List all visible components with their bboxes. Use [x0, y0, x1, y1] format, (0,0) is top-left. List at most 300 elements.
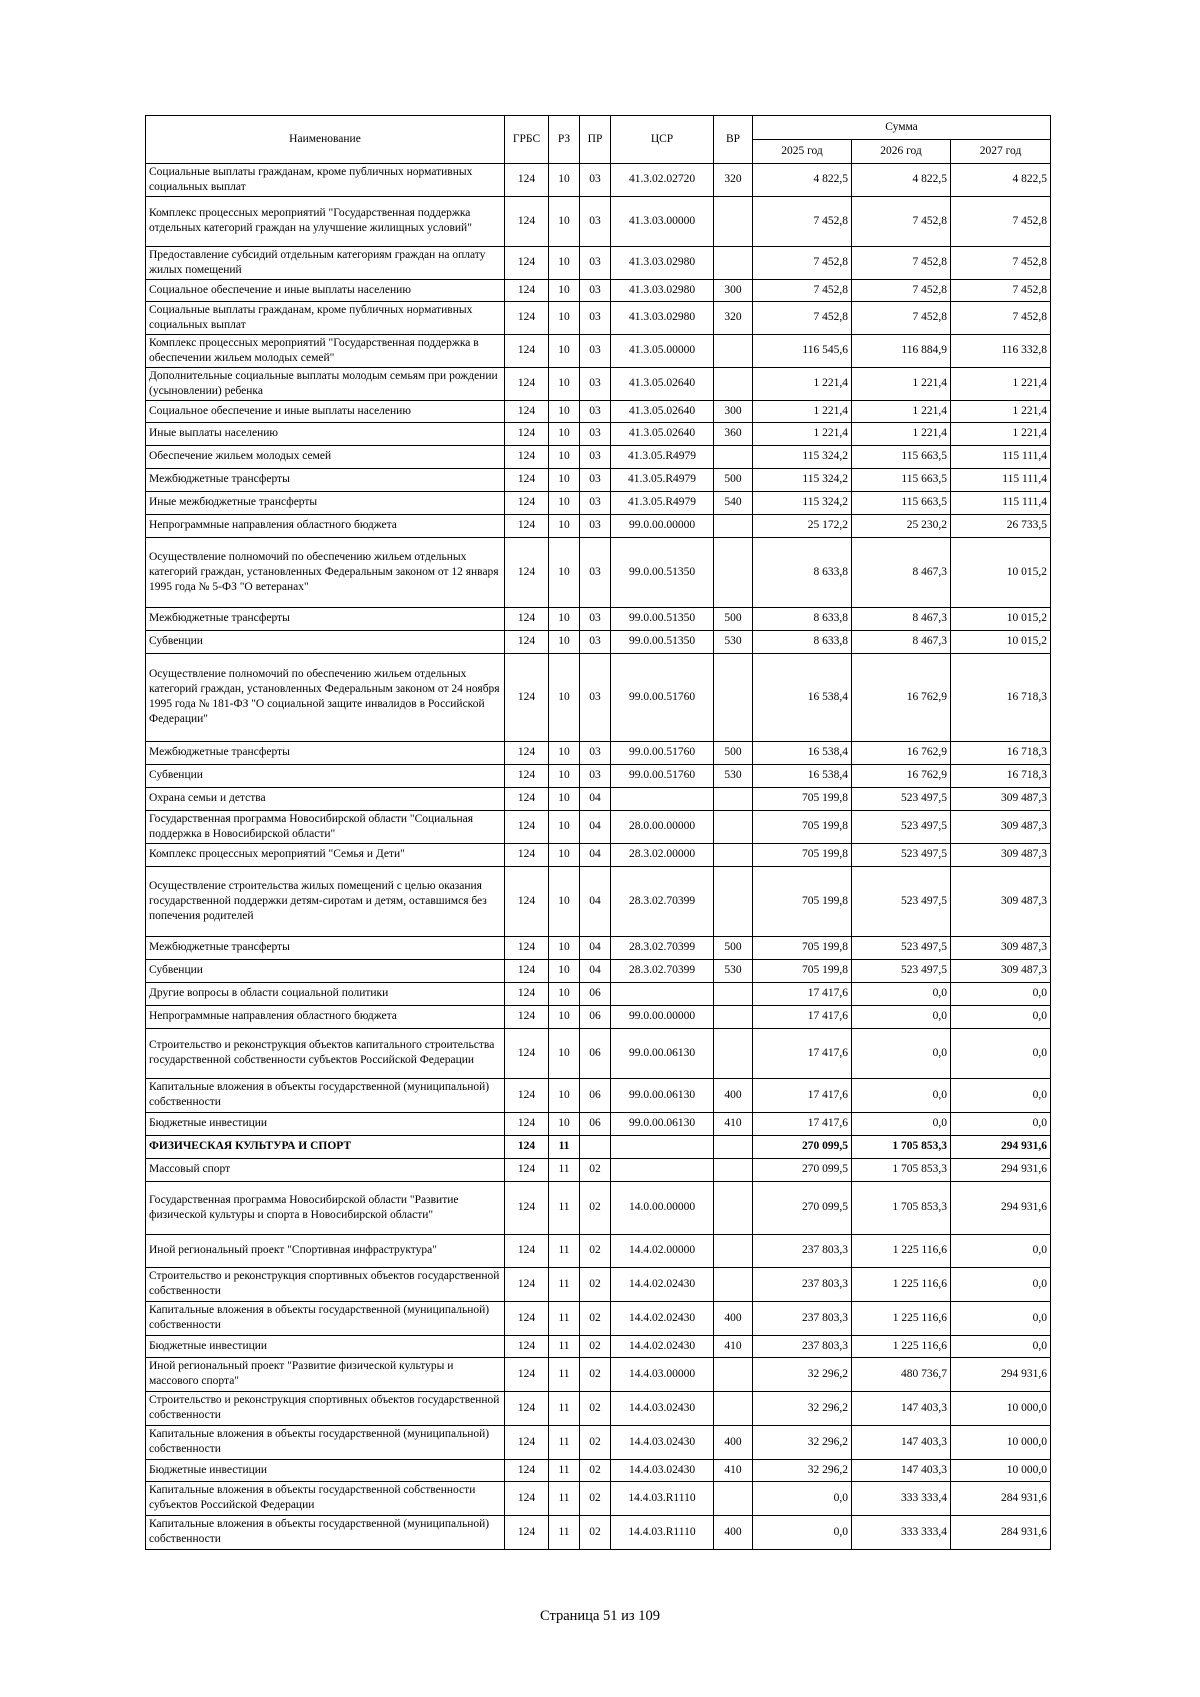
cell-vr	[714, 1391, 753, 1425]
cell-pr: 04	[580, 843, 611, 866]
cell-vr	[714, 1181, 753, 1234]
cell-rz: 10	[549, 1028, 580, 1078]
cell-name: Капитальные вложения в объекты государственной (муниципальной) собственности	[146, 1301, 505, 1335]
cell-sum-2027: 7 452,8	[951, 246, 1051, 279]
cell-sum-2027: 115 111,4	[951, 445, 1051, 468]
table-row	[146, 1425, 1051, 1459]
cell-sum-2025: 237 803,3	[753, 1335, 852, 1357]
cell-vr	[714, 653, 753, 741]
table-row	[146, 514, 1051, 537]
cell-csr: 99.0.00.06130	[611, 1078, 714, 1112]
table-row	[146, 334, 1051, 367]
cell-rz: 10	[549, 1078, 580, 1112]
cell-csr: 41.3.03.00000	[611, 196, 714, 246]
cell-rz: 11	[549, 1301, 580, 1335]
table-row	[146, 1301, 1051, 1335]
cell-rz: 10	[549, 301, 580, 334]
table-row	[146, 1481, 1051, 1515]
cell-csr: 28.3.02.70399	[611, 959, 714, 982]
cell-rz: 11	[549, 1158, 580, 1181]
cell-pr: 03	[580, 653, 611, 741]
cell-grbs: 124	[505, 787, 549, 810]
cell-name: Предоставление субсидий отдельным категориям граждан на оплату жилых помещений	[146, 246, 505, 279]
table-row	[146, 959, 1051, 982]
cell-csr: 41.3.05.00000	[611, 334, 714, 367]
cell-sum-2026: 0,0	[852, 982, 951, 1005]
cell-sum-2027: 10 000,0	[951, 1391, 1051, 1425]
cell-name: Межбюджетные трансферты	[146, 468, 505, 491]
cell-pr: 03	[580, 334, 611, 367]
cell-pr: 03	[580, 491, 611, 514]
cell-sum-2026: 115 663,5	[852, 468, 951, 491]
cell-csr: 99.0.00.51350	[611, 630, 714, 653]
cell-grbs: 124	[505, 843, 549, 866]
cell-sum-2025: 1 221,4	[753, 422, 852, 445]
cell-sum-2026: 7 452,8	[852, 246, 951, 279]
cell-sum-2026: 8 467,3	[852, 630, 951, 653]
cell-vr	[714, 445, 753, 468]
cell-sum-2027: 10 000,0	[951, 1459, 1051, 1481]
cell-vr	[714, 866, 753, 936]
cell-vr	[714, 514, 753, 537]
cell-grbs: 124	[505, 445, 549, 468]
cell-sum-2027: 309 487,3	[951, 866, 1051, 936]
cell-sum-2027: 284 931,6	[951, 1515, 1051, 1549]
cell-vr: 400	[714, 1425, 753, 1459]
cell-grbs: 124	[505, 1078, 549, 1112]
cell-name: Бюджетные инвестиции	[146, 1459, 505, 1481]
cell-vr: 410	[714, 1335, 753, 1357]
cell-sum-2027: 7 452,8	[951, 196, 1051, 246]
table-row	[146, 653, 1051, 741]
cell-sum-2025: 17 417,6	[753, 982, 852, 1005]
cell-rz: 10	[549, 764, 580, 787]
table-row	[146, 936, 1051, 959]
cell-sum-2025: 16 538,4	[753, 764, 852, 787]
cell-pr: 06	[580, 1112, 611, 1135]
table-row	[146, 279, 1051, 301]
cell-sum-2026: 0,0	[852, 1078, 951, 1112]
cell-csr: 14.4.03.R1110	[611, 1481, 714, 1515]
cell-rz: 11	[549, 1515, 580, 1549]
col-header-rz: РЗ	[549, 116, 580, 164]
cell-grbs: 124	[505, 1301, 549, 1335]
cell-sum-2026: 7 452,8	[852, 196, 951, 246]
cell-pr: 03	[580, 468, 611, 491]
cell-sum-2026: 147 403,3	[852, 1425, 951, 1459]
cell-sum-2026: 8 467,3	[852, 607, 951, 630]
cell-sum-2027: 116 332,8	[951, 334, 1051, 367]
cell-rz: 10	[549, 607, 580, 630]
cell-name: Социальное обеспечение и иные выплаты населению	[146, 400, 505, 422]
table-row	[146, 1335, 1051, 1357]
cell-rz: 11	[549, 1459, 580, 1481]
cell-pr: 02	[580, 1158, 611, 1181]
cell-sum-2025: 237 803,3	[753, 1267, 852, 1301]
cell-csr: 41.3.05.R4979	[611, 468, 714, 491]
cell-grbs: 124	[505, 1425, 549, 1459]
cell-rz: 10	[549, 246, 580, 279]
cell-pr: 02	[580, 1357, 611, 1391]
cell-sum-2025: 116 545,6	[753, 334, 852, 367]
cell-csr: 41.3.03.02980	[611, 279, 714, 301]
cell-sum-2026: 480 736,7	[852, 1357, 951, 1391]
cell-csr: 14.0.00.00000	[611, 1181, 714, 1234]
table-body	[146, 164, 1051, 1550]
cell-sum-2025: 16 538,4	[753, 741, 852, 764]
cell-sum-2026: 25 230,2	[852, 514, 951, 537]
cell-sum-2025: 7 452,8	[753, 246, 852, 279]
cell-csr: 99.0.00.06130	[611, 1028, 714, 1078]
cell-sum-2027: 1 221,4	[951, 367, 1051, 400]
cell-sum-2025: 705 199,8	[753, 787, 852, 810]
cell-name: Капитальные вложения в объекты государственной (муниципальной) собственности	[146, 1515, 505, 1549]
cell-rz: 10	[549, 936, 580, 959]
cell-csr: 41.3.02.02720	[611, 164, 714, 197]
cell-name: Строительство и реконструкция объектов капитального строительства государственной собственности субъектов Российской Федерации	[146, 1028, 505, 1078]
cell-vr	[714, 1357, 753, 1391]
table-row	[146, 196, 1051, 246]
cell-sum-2026: 147 403,3	[852, 1459, 951, 1481]
cell-rz: 10	[549, 982, 580, 1005]
cell-vr	[714, 1158, 753, 1181]
cell-sum-2025: 237 803,3	[753, 1234, 852, 1267]
cell-csr: 99.0.00.51760	[611, 741, 714, 764]
cell-rz: 10	[549, 445, 580, 468]
cell-vr: 400	[714, 1515, 753, 1549]
table-row	[146, 246, 1051, 279]
cell-sum-2025: 705 199,8	[753, 959, 852, 982]
cell-pr: 04	[580, 936, 611, 959]
cell-pr: 03	[580, 422, 611, 445]
cell-sum-2026: 4 822,5	[852, 164, 951, 197]
col-header-csr: ЦСР	[611, 116, 714, 164]
cell-grbs: 124	[505, 367, 549, 400]
cell-grbs: 124	[505, 164, 549, 197]
cell-vr	[714, 1234, 753, 1267]
cell-csr: 99.0.00.00000	[611, 514, 714, 537]
cell-sum-2027: 0,0	[951, 1234, 1051, 1267]
cell-sum-2027: 309 487,3	[951, 787, 1051, 810]
cell-vr: 540	[714, 491, 753, 514]
table-row	[146, 1391, 1051, 1425]
table-row	[146, 1005, 1051, 1028]
cell-rz: 10	[549, 164, 580, 197]
cell-sum-2027: 4 822,5	[951, 164, 1051, 197]
cell-grbs: 124	[505, 866, 549, 936]
cell-pr: 02	[580, 1459, 611, 1481]
cell-sum-2026: 333 333,4	[852, 1515, 951, 1549]
cell-rz: 10	[549, 866, 580, 936]
cell-rz: 11	[549, 1335, 580, 1357]
cell-pr	[580, 1135, 611, 1158]
cell-pr: 02	[580, 1234, 611, 1267]
cell-vr	[714, 334, 753, 367]
cell-pr: 02	[580, 1335, 611, 1357]
cell-sum-2025: 7 452,8	[753, 301, 852, 334]
cell-vr: 500	[714, 741, 753, 764]
cell-sum-2026: 1 225 116,6	[852, 1234, 951, 1267]
cell-grbs: 124	[505, 491, 549, 514]
cell-name: Межбюджетные трансферты	[146, 607, 505, 630]
cell-sum-2026: 1 221,4	[852, 400, 951, 422]
cell-name: Социальные выплаты гражданам, кроме публичных нормативных социальных выплат	[146, 164, 505, 197]
cell-name: Комплекс процессных мероприятий "Государственная поддержка в обеспечении жильем молодых семей"	[146, 334, 505, 367]
cell-grbs: 124	[505, 959, 549, 982]
cell-rz: 10	[549, 514, 580, 537]
cell-sum-2026: 523 497,5	[852, 866, 951, 936]
cell-sum-2026: 1 221,4	[852, 422, 951, 445]
cell-rz: 10	[549, 491, 580, 514]
table-row	[146, 1135, 1051, 1158]
cell-rz: 10	[549, 843, 580, 866]
cell-sum-2026: 7 452,8	[852, 279, 951, 301]
cell-grbs: 124	[505, 1267, 549, 1301]
cell-rz: 10	[549, 959, 580, 982]
cell-name: Капитальные вложения в объекты государственной (муниципальной) собственности	[146, 1078, 505, 1112]
cell-sum-2027: 309 487,3	[951, 843, 1051, 866]
cell-name: Строительство и реконструкция спортивных объектов государственной собственности	[146, 1267, 505, 1301]
table-row	[146, 422, 1051, 445]
cell-sum-2025: 115 324,2	[753, 491, 852, 514]
cell-vr: 500	[714, 607, 753, 630]
cell-csr: 28.3.02.70399	[611, 936, 714, 959]
cell-sum-2027: 309 487,3	[951, 959, 1051, 982]
cell-vr	[714, 1028, 753, 1078]
cell-rz: 10	[549, 630, 580, 653]
cell-sum-2027: 10 015,2	[951, 537, 1051, 607]
cell-pr: 03	[580, 445, 611, 468]
table-row	[146, 866, 1051, 936]
page-number: Страница 51 из 109	[539, 1608, 660, 1624]
table-row	[146, 1078, 1051, 1112]
cell-name: Межбюджетные трансферты	[146, 936, 505, 959]
table-row	[146, 982, 1051, 1005]
cell-pr: 03	[580, 607, 611, 630]
cell-csr: 99.0.00.06130	[611, 1112, 714, 1135]
cell-sum-2027: 16 718,3	[951, 653, 1051, 741]
cell-sum-2026: 523 497,5	[852, 843, 951, 866]
cell-pr: 04	[580, 866, 611, 936]
cell-rz: 10	[549, 1005, 580, 1028]
cell-name: Комплекс процессных мероприятий "Семья и Дети"	[146, 843, 505, 866]
cell-name: Массовый спорт	[146, 1158, 505, 1181]
cell-vr	[714, 1005, 753, 1028]
cell-grbs: 124	[505, 468, 549, 491]
cell-sum-2025: 270 099,5	[753, 1181, 852, 1234]
cell-sum-2025: 705 199,8	[753, 936, 852, 959]
table-row	[146, 301, 1051, 334]
table-row	[146, 1234, 1051, 1267]
table-row	[146, 400, 1051, 422]
cell-name: Непрограммные направления областного бюджета	[146, 514, 505, 537]
cell-rz: 11	[549, 1135, 580, 1158]
cell-sum-2027: 294 931,6	[951, 1135, 1051, 1158]
cell-sum-2026: 523 497,5	[852, 959, 951, 982]
cell-sum-2027: 0,0	[951, 1078, 1051, 1112]
cell-name: Дополнительные социальные выплаты молодым семьям при рождении (усыновлении) ребенка	[146, 367, 505, 400]
cell-pr: 03	[580, 196, 611, 246]
col-header-name: Наименование	[146, 116, 505, 164]
cell-sum-2026: 333 333,4	[852, 1481, 951, 1515]
cell-rz: 11	[549, 1181, 580, 1234]
cell-sum-2027: 16 718,3	[951, 741, 1051, 764]
cell-csr: 41.3.03.02980	[611, 301, 714, 334]
cell-sum-2027: 10 015,2	[951, 630, 1051, 653]
cell-sum-2026: 8 467,3	[852, 537, 951, 607]
cell-csr: 14.4.02.02430	[611, 1267, 714, 1301]
cell-sum-2025: 270 099,5	[753, 1135, 852, 1158]
cell-name: Капитальные вложения в объекты государственной собственности субъектов Российской Федерации	[146, 1481, 505, 1515]
cell-csr	[611, 787, 714, 810]
cell-rz: 10	[549, 810, 580, 843]
table-row	[146, 810, 1051, 843]
cell-sum-2027: 0,0	[951, 1301, 1051, 1335]
cell-pr: 06	[580, 1078, 611, 1112]
table-row	[146, 445, 1051, 468]
cell-sum-2025: 7 452,8	[753, 196, 852, 246]
cell-vr: 410	[714, 1112, 753, 1135]
cell-csr: 99.0.00.00000	[611, 1005, 714, 1028]
cell-name: Непрограммные направления областного бюджета	[146, 1005, 505, 1028]
cell-csr: 41.3.05.02640	[611, 367, 714, 400]
cell-sum-2026: 0,0	[852, 1028, 951, 1078]
cell-grbs: 124	[505, 1234, 549, 1267]
cell-sum-2025: 32 296,2	[753, 1425, 852, 1459]
cell-name: Социальные выплаты гражданам, кроме публичных нормативных социальных выплат	[146, 301, 505, 334]
cell-sum-2026: 1 225 116,6	[852, 1301, 951, 1335]
cell-vr: 300	[714, 279, 753, 301]
cell-vr	[714, 982, 753, 1005]
cell-name: Другие вопросы в области социальной политики	[146, 982, 505, 1005]
cell-rz: 11	[549, 1357, 580, 1391]
cell-name: Обеспечение жильем молодых семей	[146, 445, 505, 468]
cell-rz: 10	[549, 400, 580, 422]
cell-sum-2027: 26 733,5	[951, 514, 1051, 537]
cell-name: Социальное обеспечение и иные выплаты населению	[146, 279, 505, 301]
col-header-2027: 2027 год	[951, 140, 1051, 164]
cell-vr: 530	[714, 959, 753, 982]
cell-sum-2027: 7 452,8	[951, 279, 1051, 301]
col-header-vr: ВР	[714, 116, 753, 164]
col-header-sum: Сумма	[753, 116, 1051, 140]
cell-sum-2025: 8 633,8	[753, 607, 852, 630]
cell-sum-2025: 17 417,6	[753, 1028, 852, 1078]
cell-pr: 03	[580, 741, 611, 764]
cell-csr: 28.3.02.70399	[611, 866, 714, 936]
cell-sum-2026: 16 762,9	[852, 764, 951, 787]
cell-vr: 300	[714, 400, 753, 422]
cell-grbs: 124	[505, 741, 549, 764]
cell-name: Субвенции	[146, 764, 505, 787]
cell-csr: 14.4.03.02430	[611, 1391, 714, 1425]
table-row	[146, 1181, 1051, 1234]
cell-sum-2026: 116 884,9	[852, 334, 951, 367]
table-row	[146, 787, 1051, 810]
table-row	[146, 1357, 1051, 1391]
table-row	[146, 1112, 1051, 1135]
cell-csr: 14.4.03.02430	[611, 1459, 714, 1481]
cell-name: Осуществление полномочий по обеспечению жильем отдельных категорий граждан, установленных Федеральным законом от 24 ноября 1995 года № 181-ФЗ "О социальной защите инвалидов в Российской Федерации"	[146, 653, 505, 741]
cell-grbs: 124	[505, 537, 549, 607]
cell-sum-2027: 1 221,4	[951, 400, 1051, 422]
cell-rz: 10	[549, 334, 580, 367]
cell-sum-2025: 17 417,6	[753, 1078, 852, 1112]
table-row	[146, 630, 1051, 653]
cell-grbs: 124	[505, 1181, 549, 1234]
cell-name: Строительство и реконструкция спортивных объектов государственной собственности	[146, 1391, 505, 1425]
cell-name: Капитальные вложения в объекты государственной (муниципальной) собственности	[146, 1425, 505, 1459]
cell-sum-2025: 32 296,2	[753, 1357, 852, 1391]
table-row	[146, 367, 1051, 400]
cell-sum-2026: 1 225 116,6	[852, 1335, 951, 1357]
cell-grbs: 124	[505, 400, 549, 422]
cell-sum-2027: 0,0	[951, 1112, 1051, 1135]
table-row	[146, 164, 1051, 197]
cell-name: Осуществление строительства жилых помещений с целью оказания государственной поддержки детям-сиротам и детям, оставшимся без попечения родителей	[146, 866, 505, 936]
table-row	[146, 1459, 1051, 1481]
cell-sum-2025: 1 221,4	[753, 400, 852, 422]
cell-csr: 14.4.03.02430	[611, 1425, 714, 1459]
cell-rz: 11	[549, 1234, 580, 1267]
cell-sum-2026: 147 403,3	[852, 1391, 951, 1425]
cell-csr	[611, 982, 714, 1005]
cell-vr: 530	[714, 630, 753, 653]
cell-sum-2025: 32 296,2	[753, 1459, 852, 1481]
cell-vr	[714, 810, 753, 843]
cell-sum-2026: 1 225 116,6	[852, 1267, 951, 1301]
cell-sum-2026: 115 663,5	[852, 491, 951, 514]
cell-grbs: 124	[505, 301, 549, 334]
cell-vr: 500	[714, 468, 753, 491]
cell-sum-2025: 1 221,4	[753, 367, 852, 400]
cell-vr: 500	[714, 936, 753, 959]
cell-name: Иные выплаты населению	[146, 422, 505, 445]
cell-csr: 99.0.00.51350	[611, 607, 714, 630]
table-row	[146, 764, 1051, 787]
cell-rz: 11	[549, 1425, 580, 1459]
cell-sum-2027: 0,0	[951, 1335, 1051, 1357]
cell-csr: 28.0.00.00000	[611, 810, 714, 843]
col-header-2025: 2025 год	[753, 140, 852, 164]
cell-grbs: 124	[505, 1515, 549, 1549]
cell-sum-2025: 0,0	[753, 1515, 852, 1549]
cell-vr	[714, 1135, 753, 1158]
cell-sum-2026: 1 705 853,3	[852, 1181, 951, 1234]
cell-sum-2025: 7 452,8	[753, 279, 852, 301]
cell-pr: 06	[580, 1005, 611, 1028]
cell-grbs: 124	[505, 334, 549, 367]
cell-csr: 41.3.05.02640	[611, 400, 714, 422]
table-row	[146, 537, 1051, 607]
cell-sum-2025: 115 324,2	[753, 445, 852, 468]
cell-csr: 99.0.00.51350	[611, 537, 714, 607]
budget-table	[145, 115, 1051, 1550]
cell-sum-2026: 7 452,8	[852, 301, 951, 334]
cell-name: Государственная программа Новосибирской области "Социальная поддержка в Новосибирской области"	[146, 810, 505, 843]
cell-pr: 02	[580, 1301, 611, 1335]
cell-vr	[714, 843, 753, 866]
cell-sum-2025: 270 099,5	[753, 1158, 852, 1181]
cell-sum-2027: 284 931,6	[951, 1481, 1051, 1515]
cell-vr	[714, 787, 753, 810]
cell-sum-2025: 16 538,4	[753, 653, 852, 741]
cell-sum-2025: 0,0	[753, 1481, 852, 1515]
cell-csr	[611, 1135, 714, 1158]
cell-csr: 41.3.05.R4979	[611, 445, 714, 468]
cell-pr: 03	[580, 367, 611, 400]
cell-grbs: 124	[505, 653, 549, 741]
